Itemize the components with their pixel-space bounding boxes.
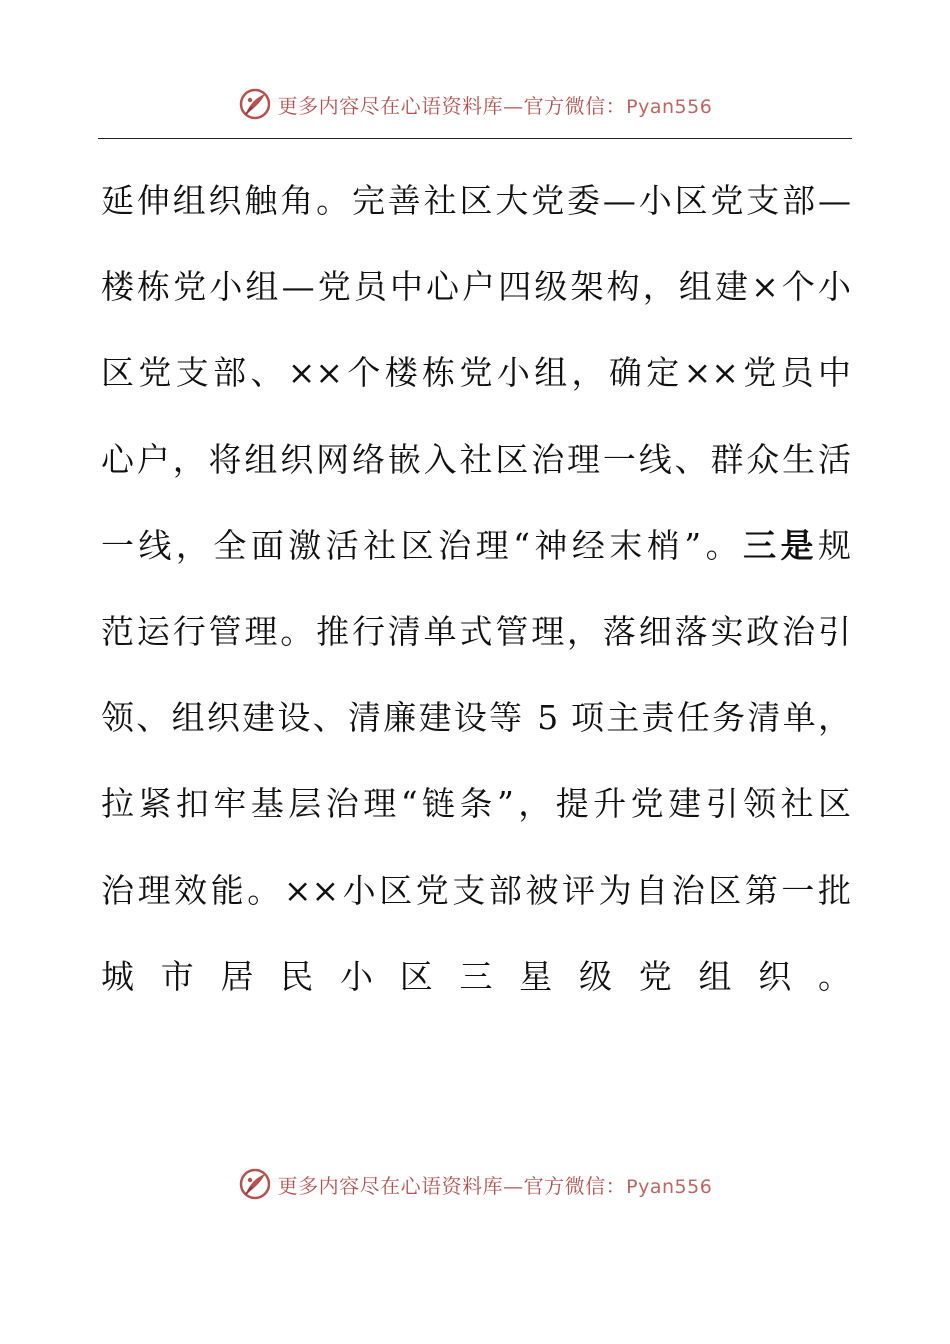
pen-feather-logo-icon bbox=[238, 87, 272, 121]
paragraph-line-5-text: 一线，全面激活社区治理“神经末梢”。 bbox=[101, 525, 744, 565]
paragraph-line-10: 城 市 居 民 小 区 三 星 级 党 组 织 。 bbox=[101, 956, 851, 996]
paragraph-line-9: 治理效能。××小区党支部被评为自治区第一批 bbox=[101, 870, 851, 910]
footer-banner-text: 更多内容尽在心语资料库—官方微信：Pyan556 bbox=[277, 1173, 713, 1198]
paragraph-line-4: 心户，将组织网络嵌入社区治理一线、群众生活 bbox=[101, 439, 851, 479]
footer-banner-id: Pyan556 bbox=[626, 1175, 713, 1198]
footer-banner bbox=[0, 1162, 950, 1206]
paragraph-line-8: 拉紧扣牢基层治理“链条”，提升党建引领社区 bbox=[101, 784, 851, 824]
header-rule bbox=[98, 138, 852, 139]
paragraph-line-1: 延伸组织触角。完善社区大党委—小区党支部— bbox=[101, 181, 851, 220]
paragraph-line-6: 范运行管理。推行清单式管理，落细落实政治引 bbox=[101, 611, 851, 651]
header-banner-id: Pyan556 bbox=[626, 95, 713, 118]
paragraph-line-2: 楼栋党小组—党员中心户四级架构，组建×个小 bbox=[101, 267, 851, 307]
bold-lead-phrase: 三是 bbox=[743, 525, 819, 565]
header-banner-text: 更多内容尽在心语资料库—官方微信：Pyan556 bbox=[277, 93, 713, 118]
paragraph-line-7: 领、组织建设、清廉建设等 5 项主责任务清单， bbox=[101, 698, 851, 738]
paragraph-line-5 bbox=[101, 503, 851, 589]
header-banner bbox=[0, 82, 950, 126]
paragraph-line-3: 区党支部、××个楼栋党小组，确定××党员中 bbox=[101, 353, 851, 393]
pen-feather-logo-icon bbox=[238, 1167, 272, 1201]
paragraph-line-5-tail: 规 bbox=[818, 525, 852, 565]
document-body bbox=[101, 158, 851, 1020]
